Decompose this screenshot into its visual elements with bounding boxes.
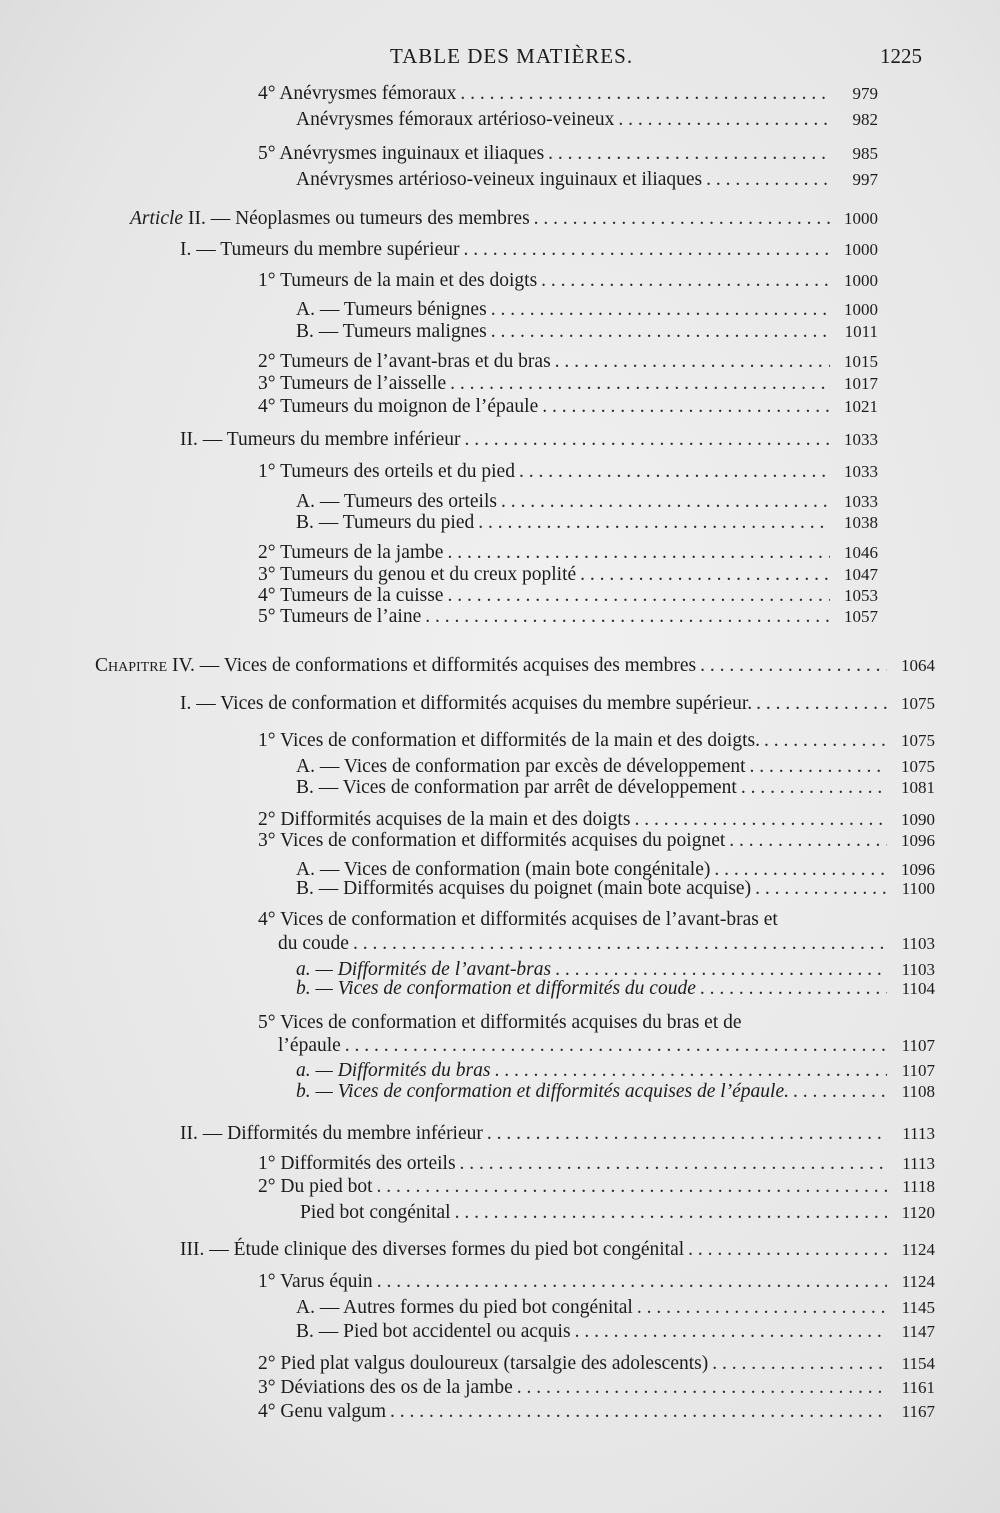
toc-entry: B. — Tumeurs du pied . . . 1038 xyxy=(296,511,878,535)
toc-entry: a. — Difformités de l’avant-bras . . . 1103 xyxy=(296,958,935,982)
toc-entry-first-line: 4° Vices de conformation et difformités acquises de l’avant-bras et xyxy=(258,909,778,930)
toc-entry: B. — Vices de conformation par arrêt de développement . . . 1081 xyxy=(296,776,935,800)
toc-entry: A. — Tumeurs des orteils . . . 1033 xyxy=(296,490,878,514)
toc-entry: 5° Tumeurs de l’aine . . . 1057 xyxy=(258,605,878,629)
toc-entry: III. — Étude clinique des diverses formes du pied bot congénital . . . 1124 xyxy=(180,1238,935,1262)
toc-entry: 3° Déviations des os de la jambe . . . 1161 xyxy=(258,1376,935,1400)
toc-entry: 1° Tumeurs de la main et des doigts . . . 1000 xyxy=(258,269,878,293)
toc-entry: 4° Genu valgum . . . 1167 xyxy=(258,1400,935,1424)
page-number: 1225 xyxy=(880,44,922,68)
running-header xyxy=(0,44,1000,74)
toc-entry: I. — Tumeurs du membre supérieur . . . 1000 xyxy=(180,238,878,262)
toc-entry: Anévrysmes fémoraux artérioso-veineux . . . 982 xyxy=(296,108,878,132)
toc-entry-first-line: 5° Vices de conformation et difformités acquises du bras et de xyxy=(258,1012,742,1033)
toc-entry: l’épaule . . . 1107 xyxy=(278,1034,935,1058)
toc-entry: Pied bot congénital . . . 1120 xyxy=(300,1201,935,1225)
toc-entry: A. — Vices de conformation par excès de développement . . . 1075 xyxy=(296,755,935,779)
toc-entry: 4° Tumeurs du moignon de l’épaule . . . 1021 xyxy=(258,395,878,419)
toc-entry: Chapitre IV. — Vices de conformations et difformités acquises des membres . . . 1064 xyxy=(95,654,935,678)
toc-entry: A. — Tumeurs bénignes . . . 1000 xyxy=(296,298,878,322)
toc-entry: 4° Tumeurs de la cuisse . . . 1053 xyxy=(258,584,878,608)
toc-entry: 1° Difformités des orteils . . . 1113 xyxy=(258,1152,935,1176)
toc-entry: 1° Vices de conformation et difformités de la main et des doigts. . . . 1075 xyxy=(258,729,935,753)
toc-entry: I. — Vices de conformation et difformités acquises du membre supérieur. . . . 1075 xyxy=(180,692,935,716)
toc-entry: II. — Tumeurs du membre inférieur . . . 1033 xyxy=(180,428,878,452)
toc-entry: B. — Difformités acquises du poignet (main bote acquise) . . . 1100 xyxy=(296,877,935,901)
toc-entry: 2° Du pied bot . . . 1118 xyxy=(258,1175,935,1199)
toc-entry: 1° Varus équin . . . 1124 xyxy=(258,1270,935,1294)
toc-entry: b. — Vices de conformation et difformités acquises de l’épaule. . . . 1108 xyxy=(296,1080,935,1104)
toc-entry: 3° Vices de conformation et difformités acquises du poignet . . . 1096 xyxy=(258,829,935,853)
toc-entry: 5° Anévrysmes inguinaux et iliaques . . . 985 xyxy=(258,142,878,166)
toc-entry: 2° Tumeurs de la jambe . . . 1046 xyxy=(258,541,878,565)
toc-entry: b. — Vices de conformation et difformités du coude . . . 1104 xyxy=(296,977,935,1001)
toc-entry: 4° Anévrysmes fémoraux . . . 979 xyxy=(258,82,878,106)
toc-entry: A. — Autres formes du pied bot congénital . . . 1145 xyxy=(296,1296,935,1320)
toc-entry: B. — Pied bot accidentel ou acquis . . . 1147 xyxy=(296,1320,935,1344)
toc-entry: A. — Vices de conformation (main bote congénitale) . . . 1096 xyxy=(296,858,935,882)
toc-entry: 1° Tumeurs des orteils et du pied . . . 1033 xyxy=(258,460,878,484)
toc-entry: 3° Tumeurs de l’aisselle . . . 1017 xyxy=(258,372,878,396)
toc-entry: II. — Difformités du membre inférieur . . . 1113 xyxy=(180,1122,935,1146)
toc-entry: 2° Pied plat valgus douloureux (tarsalgie des adolescents) . . . 1154 xyxy=(258,1352,935,1376)
toc-entry: 2° Tumeurs de l’avant-bras et du bras . . . 1015 xyxy=(258,350,878,374)
running-title: TABLE DES MATIÈRES. xyxy=(390,44,634,68)
toc-entry: Article II. — Néoplasmes ou tumeurs des membres . . . 1000 xyxy=(130,207,878,231)
toc-entry: 3° Tumeurs du genou et du creux poplité . . . 1047 xyxy=(258,563,878,587)
toc-entry: Anévrysmes artérioso-veineux inguinaux et iliaques . . . 997 xyxy=(296,168,878,192)
toc-entry: 2° Difformités acquises de la main et des doigts . . . 1090 xyxy=(258,808,935,832)
toc-entry: du coude . . . 1103 xyxy=(278,932,935,956)
toc-entry: B. — Tumeurs malignes . . . 1011 xyxy=(296,320,878,344)
toc-entry: a. — Difformités du bras . . . 1107 xyxy=(296,1059,935,1083)
